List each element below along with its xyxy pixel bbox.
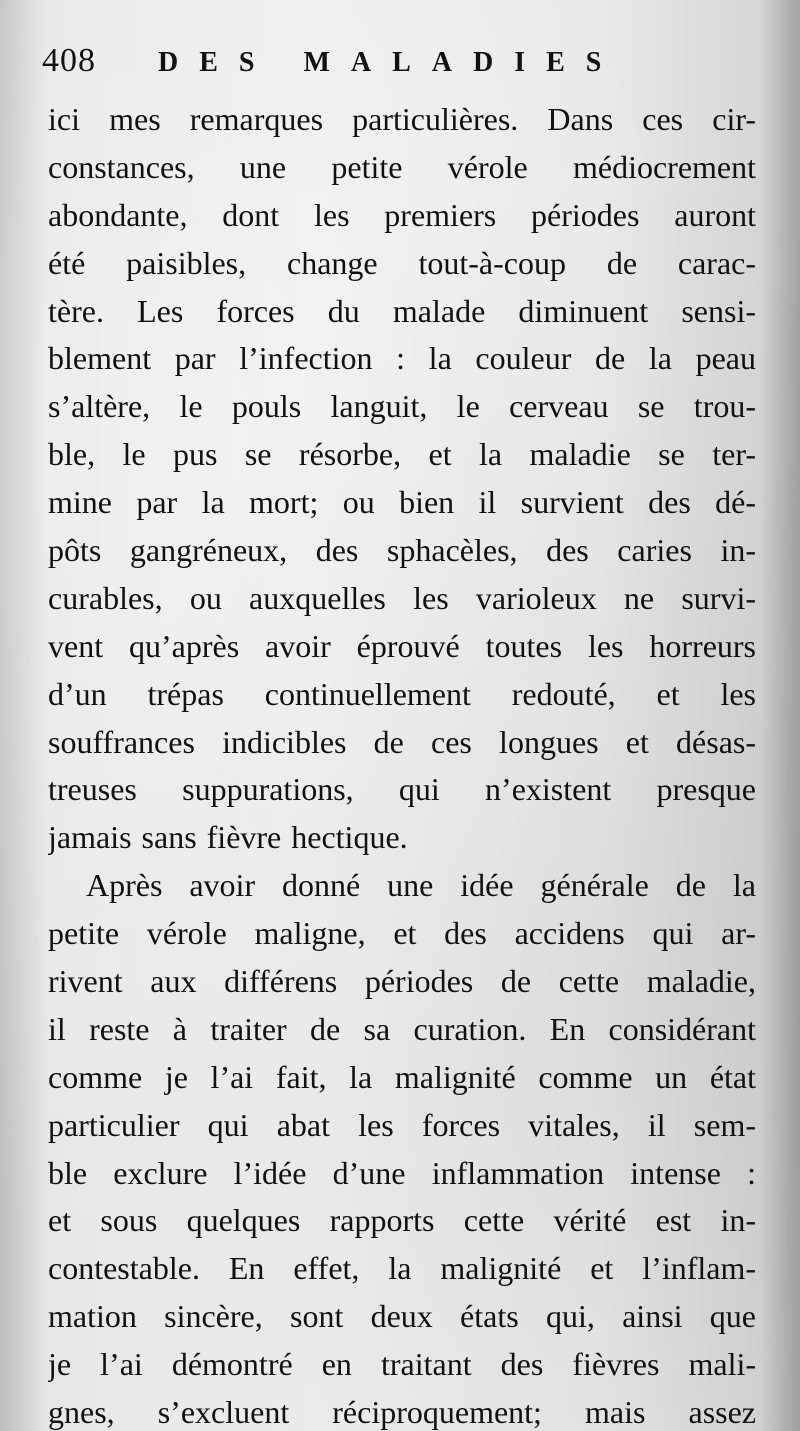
page-edge-shadow bbox=[760, 0, 800, 1431]
text-line: Après avoir donné une idée générale de la bbox=[86, 867, 756, 904]
text-line: ici mes remarques particulières. Dans ces cir- bbox=[48, 101, 756, 137]
text-line: et sous quelques rapports cette vérité est in- bbox=[48, 1202, 756, 1239]
text-line: pôts gangréneux, des sphacèles, des caries in- bbox=[48, 532, 756, 569]
text-line: contestable. En effet, la malignité et l’inflam- bbox=[48, 1250, 756, 1287]
text-line: rivent aux différens périodes de cette maladie, bbox=[48, 963, 756, 1000]
text-line: constances, une petite vérole médiocrement bbox=[48, 148, 756, 185]
text-line: été paisibles, change tout-à-coup de carac- bbox=[48, 244, 756, 281]
text-line: s’altère, le pouls languit, le cerveau se trou- bbox=[48, 388, 756, 425]
text-line: d’un trépas continuellement redouté, et les bbox=[48, 675, 756, 712]
text-line: souffrances indicibles de ces longues et désas- bbox=[48, 723, 756, 760]
text-line: gnes, s’excluent réciproquement; mais assez bbox=[48, 1394, 756, 1431]
page-header bbox=[42, 42, 782, 92]
running-title: DES MALADIES bbox=[158, 47, 623, 78]
text-line: tère. Les forces du malade diminuent sensi- bbox=[48, 292, 756, 329]
body-text bbox=[48, 96, 756, 1431]
page-number: 408 bbox=[42, 42, 96, 79]
text-line: abondante, dont les premiers périodes auront bbox=[48, 196, 756, 233]
text-line: particulier qui abat les forces vitales, il sem- bbox=[48, 1106, 756, 1143]
text-line: curables, ou auxquelles les varioleux ne survi- bbox=[48, 579, 756, 616]
text-line: comme je l’ai fait, la malignité comme un état bbox=[48, 1058, 756, 1095]
text-line: ble exclure l’idée d’une inflammation intense : bbox=[48, 1154, 756, 1191]
text-line: ble, le pus se résorbe, et la maladie se ter- bbox=[48, 436, 756, 473]
text-line: vent qu’après avoir éprouvé toutes les horreurs bbox=[48, 627, 756, 664]
text-line: mine par la mort; ou bien il survient des dé- bbox=[48, 484, 756, 521]
text-line: jamais sans fièvre hectique. bbox=[48, 819, 408, 856]
text-line: mation sincère, sont deux états qui, ainsi que bbox=[48, 1298, 756, 1335]
text-line: je l’ai démontré en traitant des fièvres mali- bbox=[48, 1346, 756, 1383]
text-line: treuses suppurations, qui n’existent presque bbox=[48, 771, 756, 808]
text-line: il reste à traiter de sa curation. En considérant bbox=[48, 1010, 756, 1047]
text-line: petite vérole maligne, et des accidens qui ar- bbox=[48, 915, 756, 952]
text-line: blement par l’infection : la couleur de la peau bbox=[48, 340, 756, 377]
